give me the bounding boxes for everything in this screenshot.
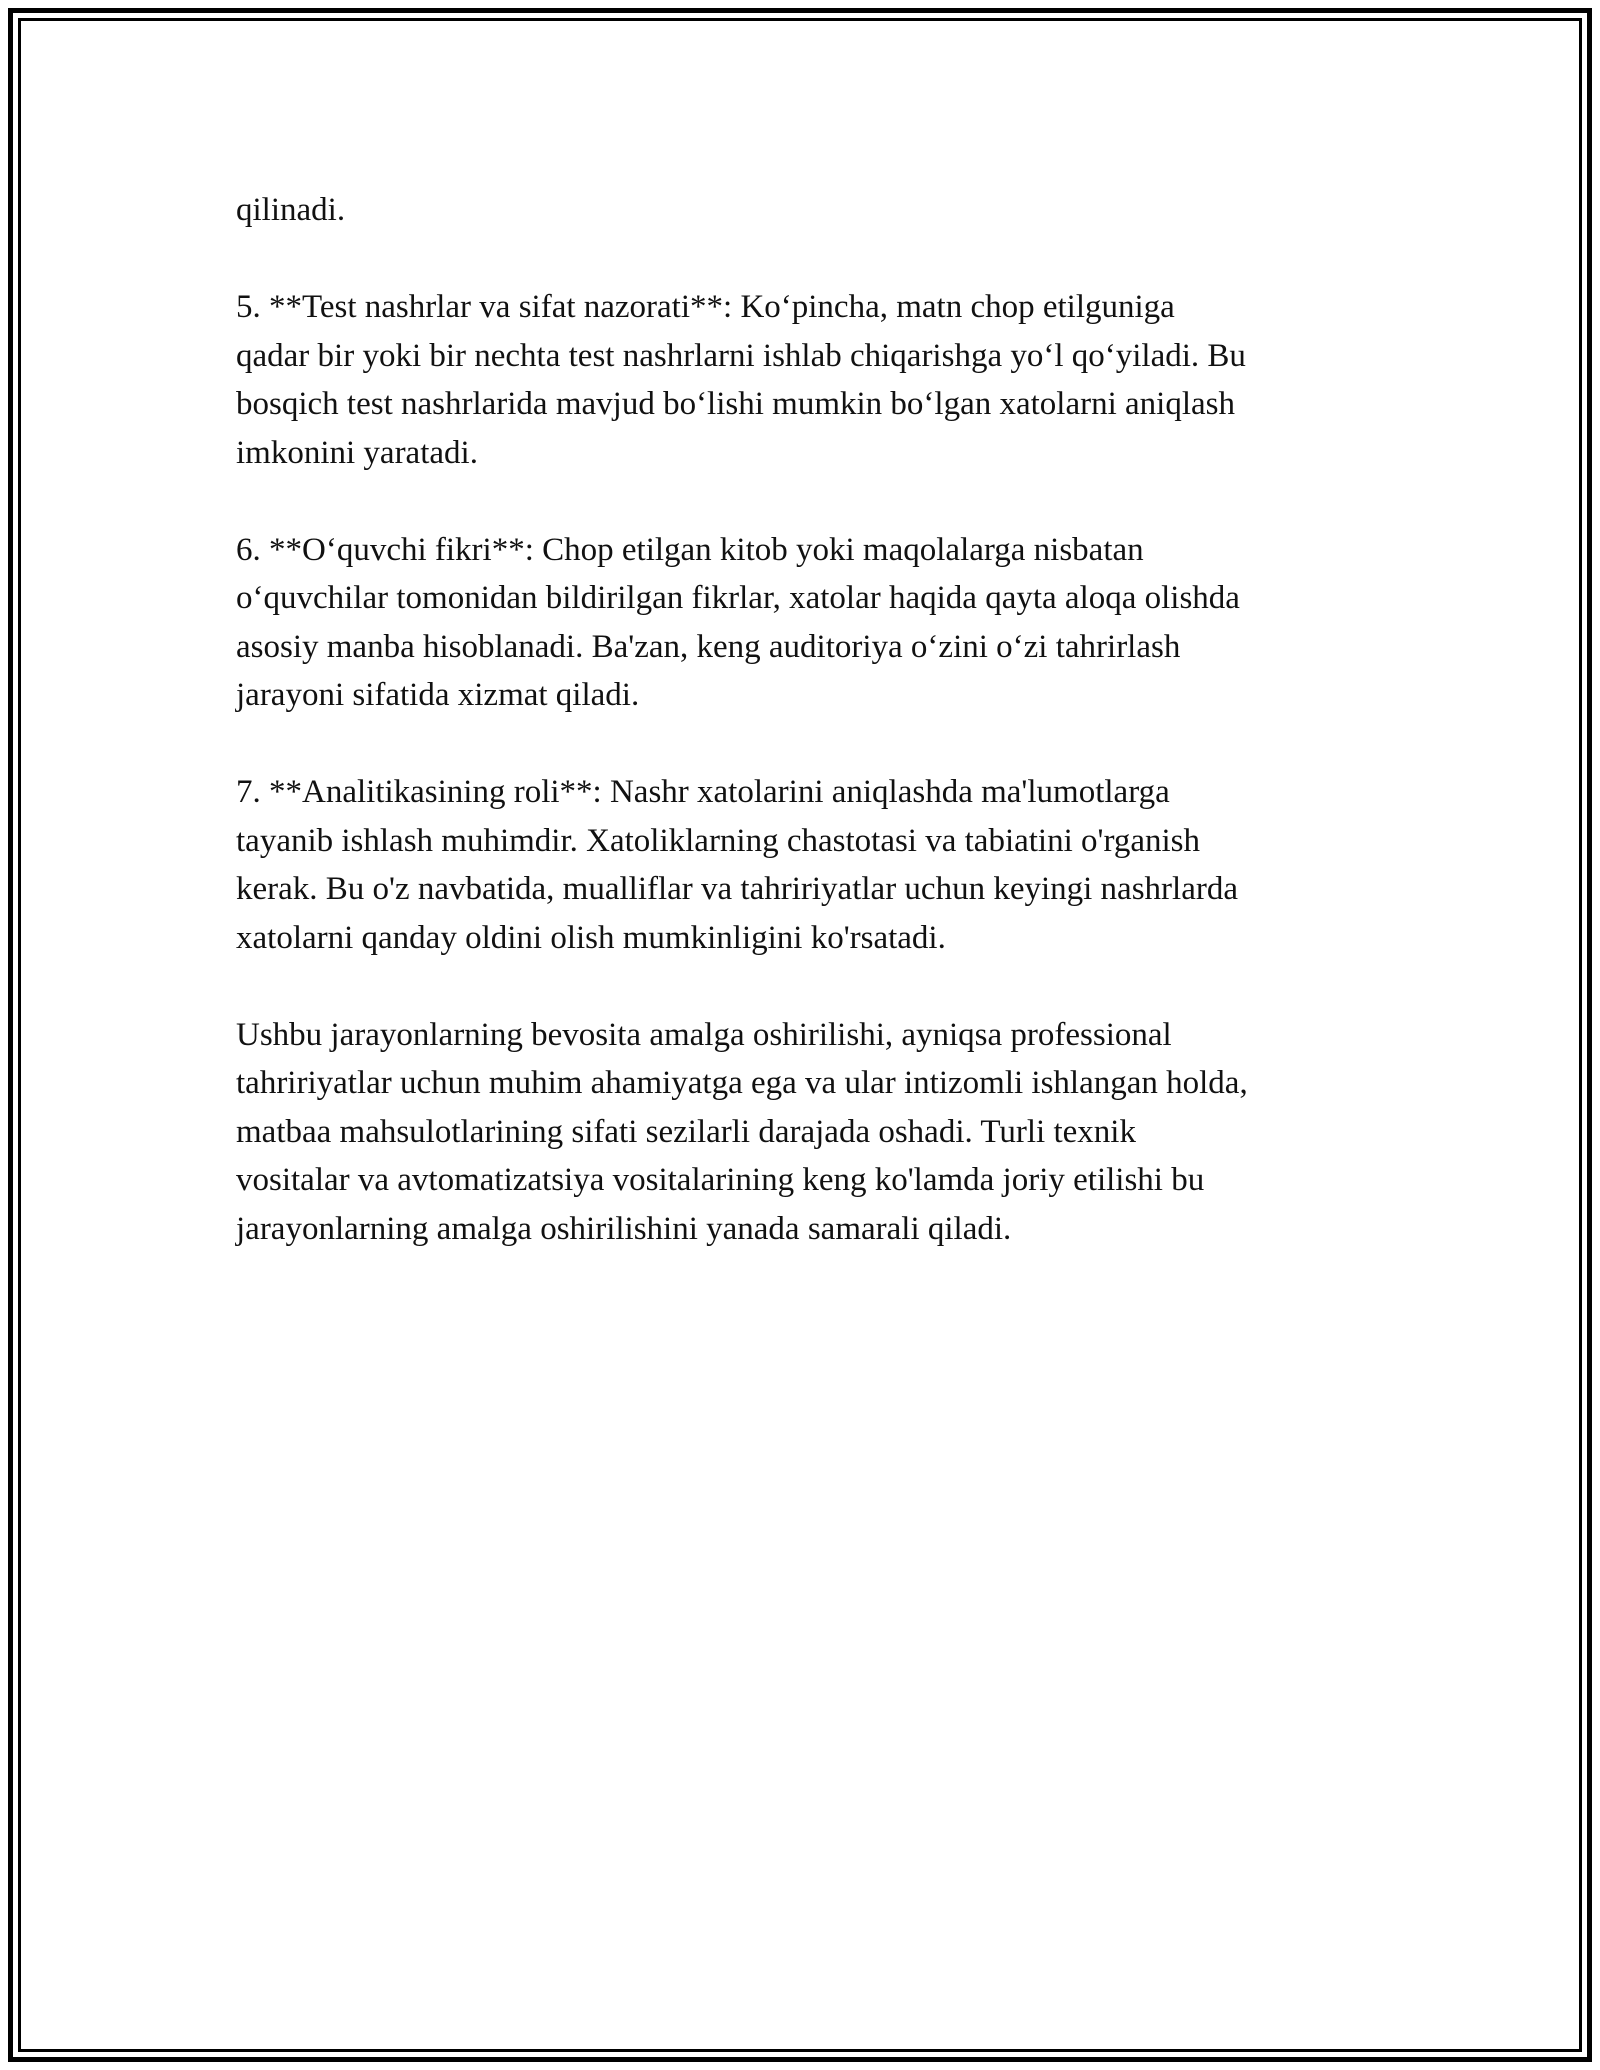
paragraph-conclusion: Ushbu jarayonlarning bevosita amalga oshirilishi, ayniqsa professional tahririyatlar uchun muhim ahamiyatga ega va ular intizomli ishlangan holda, matbaa mahsulotlarining sifati sezilarli darajada oshadi. Turli texnik vositalar va avtomatizatsiya vositalarining keng ko'lamda joriy etilishi bu jarayonlarning amalga oshirilishini yanada samarali qiladi. <box>236 1016 1248 1247</box>
document-body <box>236 186 1386 1302</box>
paragraph-item-5: 5. **Test nashrlar va sifat nazorati**: Ko‘pincha, matn chop etilguniga qadar bir yoki bir nechta test nashrlarni ishlab chiqarishga yo‘l qo‘yiladi. Bu bosqich test nashrlarida mavjud bo‘lishi mumkin bo‘lgan xatolarni aniqlash imkonini yaratadi. <box>236 289 1246 471</box>
paragraph-item-6: 6. **O‘quvchi fikri**: Chop etilgan kitob yoki maqolalarga nisbatan o‘quvchilar tomonidan bildirilgan fikrlar, xatolar haqida qayta aloqa olishda asosiy manba hisoblanadi. Ba'zan, keng auditoriya o‘zini o‘zi tahrirlash jarayoni sifatida xizmat qiladi. <box>236 531 1240 713</box>
paragraph-item-7: 7. **Analitikasining roli**: Nashr xatolarini aniqlashda ma'lumotlarga tayanib ishlash muhimdir. Xatoliklarning chastotasi va tabiatini o'rganish kerak. Bu o'z navbatida, mualliflar va tahririyatlar uchun keyingi nashrlarda xatolarni qanday oldini olish mumkinligini ko'rsatadi. <box>236 774 1238 956</box>
paragraph-continuation: qilinadi. <box>236 192 346 228</box>
